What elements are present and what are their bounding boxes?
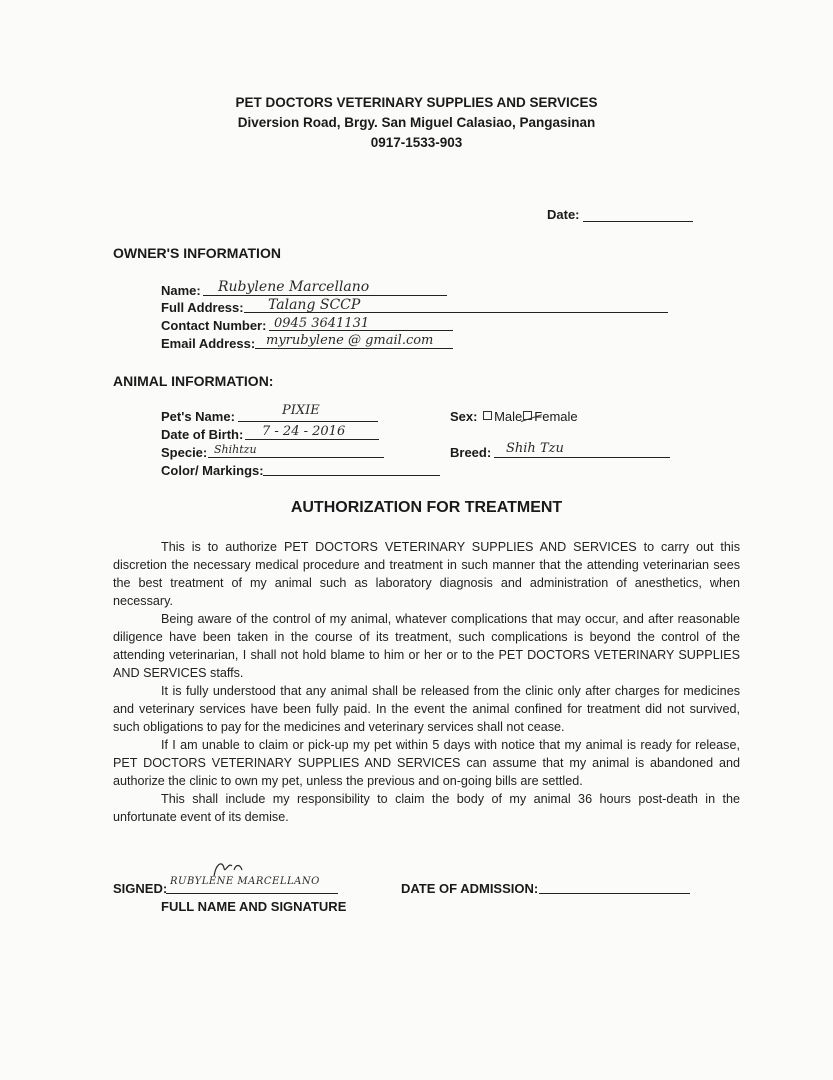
email-value: myrubylene @ gmail.com — [266, 333, 434, 348]
address-value: Talang SCCP — [268, 297, 361, 313]
breed-label: Breed: — [450, 445, 492, 460]
email-field[interactable] — [255, 348, 453, 349]
admission-date-field[interactable] — [539, 893, 690, 894]
signature-flourish — [210, 858, 250, 880]
pet-name-field[interactable] — [238, 421, 378, 422]
dob-label: Date of Birth: — [161, 427, 244, 442]
authorization-paragraph: This shall include my responsibility to claim the body of my animal 36 hours post-death in the unfortunate event of its demise. — [113, 792, 740, 824]
date-label: Date: — [547, 207, 580, 222]
breed-value: Shih Tzu — [506, 441, 564, 456]
date-field[interactable] — [583, 221, 693, 222]
admission-label: DATE OF ADMISSION: — [401, 881, 539, 896]
dob-value: 7 - 24 - 2016 — [262, 424, 346, 439]
color-field[interactable] — [263, 475, 440, 476]
female-option: Female — [534, 409, 578, 424]
signature-value: RUBYLENE MARCELLANO — [170, 876, 320, 887]
dob-field[interactable] — [245, 439, 379, 440]
authorization-title: AUTHORIZATION FOR TREATMENT — [290, 499, 563, 516]
email-label: Email Address: — [161, 336, 256, 351]
specie-value: Shihtzu — [214, 443, 257, 456]
specie-field[interactable] — [208, 457, 384, 458]
contact-value: 0945 3641131 — [274, 316, 370, 331]
authorization-paragraph: Being aware of the control of my animal, whatever complications that may occur, and after reasonable diligence have been taken in the course of its treatment, such complications is beyond the control of the attending veterinarian, I shall not hold blame to him or her or to the PET DOCTORS VETERINARY SUPPLIES AND SERVICES staffs. — [113, 612, 740, 680]
owner-section-title: OWNER'S INFORMATION — [113, 245, 281, 261]
male-checkbox[interactable] — [483, 411, 492, 420]
company-phone: 0917-1533-903 — [370, 135, 463, 150]
pet-name-label: Pet's Name: — [161, 409, 235, 424]
company-address: Diversion Road, Brgy. San Miguel Calasiao, Pangasinan — [237, 115, 596, 130]
contact-label: Contact Number: — [161, 318, 267, 333]
authorization-paragraph: This is to authorize PET DOCTORS VETERINARY SUPPLIES AND SERVICES to carry out this discretion the necessary medical procedure and treatment in such manner that the attending veterinarian sees the best treatment of my animal such as laboratory diagnosis and administration of anesthetics, when necessary. — [113, 540, 740, 608]
name-label: Name: — [161, 283, 201, 298]
authorization-paragraph: If I am unable to claim or pick-up my pet within 5 days with notice that my animal is ready for release, PET DOCTORS VETERINARY SUPPLIES AND SERVICES can assume that my animal is abandoned and authorize the clinic to own my pet, unless the previous and on-going bills are settled. — [113, 738, 740, 788]
company-name: PET DOCTORS VETERINARY SUPPLIES AND SERVICES — [235, 95, 598, 110]
specie-label: Specie: — [161, 445, 208, 460]
address-label: Full Address: — [161, 300, 244, 315]
male-option: Male — [494, 409, 523, 424]
color-label: Color/ Markings: — [161, 463, 264, 478]
pet-name-value: PIXIE — [282, 403, 320, 418]
name-value: Rubylene Marcellano — [218, 279, 370, 295]
breed-field[interactable] — [494, 457, 670, 458]
animal-section-title: ANIMAL INFORMATION: — [113, 373, 274, 389]
sex-row — [450, 409, 578, 424]
sex-label: Sex: — [450, 409, 478, 424]
signed-label: SIGNED: — [113, 881, 168, 896]
signature-field[interactable] — [166, 893, 338, 894]
name-field[interactable] — [203, 295, 447, 296]
authorization-body — [113, 538, 740, 826]
authorization-paragraph: It is fully understood that any animal shall be released from the clinic only after charges for medicines and veterinary services have been fully paid. In the event the animal confined for treatment did not survived, such obligations to pay for the medicines and veterinary services shall not cease. — [113, 684, 740, 734]
signature-sublabel: FULL NAME AND SIGNATURE — [161, 899, 347, 914]
